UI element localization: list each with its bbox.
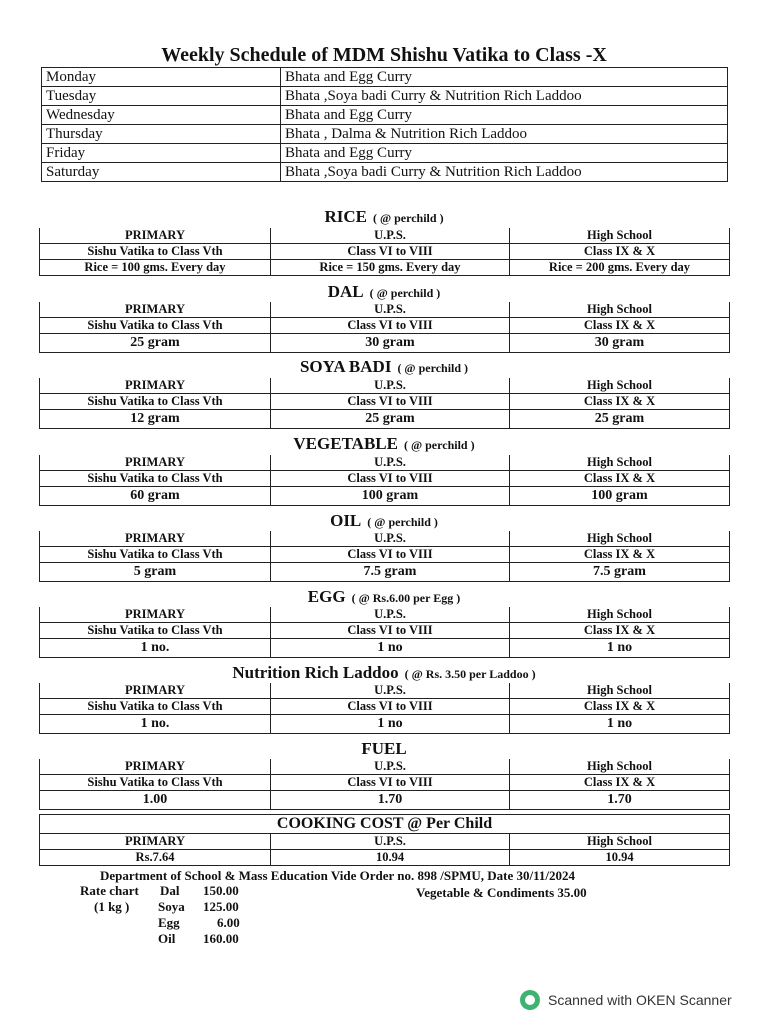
section-note: ( @ Rs. 3.50 per Laddoo ): [404, 667, 536, 681]
value-high-school: 25 gram: [510, 410, 730, 429]
value-high-school: 100 gram: [510, 487, 730, 506]
header-ups: U.P.S.: [271, 228, 510, 244]
section-note: ( @ perchild ): [403, 438, 475, 452]
value-primary: 5 gram: [40, 563, 271, 582]
header-high-school: High School: [510, 228, 730, 244]
class-ups: Class VI to VIII: [271, 775, 510, 791]
class-high-school: Class IX & X: [510, 775, 730, 791]
section-note: ( @ perchild ): [372, 211, 444, 225]
table-row: [40, 394, 730, 410]
class-primary: Sishu Vatika to Class Vth: [40, 471, 271, 487]
table-row: [40, 228, 730, 244]
table-row: [40, 815, 730, 834]
table-row: [42, 68, 728, 87]
section-title: VEGETABLE: [293, 434, 398, 453]
value-ups: 7.5 gram: [271, 563, 510, 582]
menu-cell: Bhata ,Soya badi Curry & Nutrition Rich Laddoo: [281, 87, 728, 106]
vegetable-condiments-rate: Vegetable & Condiments 35.00: [416, 885, 587, 900]
day-cell: Tuesday: [42, 87, 281, 106]
value-ups: 1 no: [271, 639, 510, 658]
class-ups: Class VI to VIII: [271, 471, 510, 487]
table-row: [42, 125, 728, 144]
scanner-text: Scanned with OKEN Scanner: [548, 992, 732, 1008]
menu-cell: Bhata and Egg Curry: [281, 106, 728, 125]
section-title: OIL: [330, 511, 362, 530]
class-high-school: Class IX & X: [510, 394, 730, 410]
table-row: [40, 410, 730, 429]
header-primary: PRIMARY: [40, 455, 271, 471]
menu-cell: Bhata , Dalma & Nutrition Rich Laddoo: [281, 125, 728, 144]
value-ups: 100 gram: [271, 487, 510, 506]
header-primary: PRIMARY: [40, 683, 271, 699]
table-row: [40, 531, 730, 547]
table-row: [42, 163, 728, 182]
class-ups: Class VI to VIII: [271, 318, 510, 334]
section-title: Nutrition Rich Laddoo: [232, 663, 399, 682]
table-row: [40, 607, 730, 623]
table-row: [40, 699, 730, 715]
value-primary: 25 gram: [40, 334, 271, 353]
soya-badi-table: [39, 378, 730, 429]
value-primary: 1 no.: [40, 715, 271, 734]
header-high-school: High School: [510, 607, 730, 623]
class-ups: Class VI to VIII: [271, 394, 510, 410]
rate-item-name: Oil: [158, 931, 176, 946]
weekly-schedule-table: [41, 67, 728, 182]
table-row: [40, 471, 730, 487]
dal-table: [39, 302, 730, 353]
header-ups: U.P.S.: [271, 834, 510, 850]
table-row: [40, 775, 730, 791]
class-primary: Sishu Vatika to Class Vth: [40, 623, 271, 639]
header-ups: U.P.S.: [271, 759, 510, 775]
class-high-school: Class IX & X: [510, 318, 730, 334]
table-row: [42, 87, 728, 106]
rate-item-price: 6.00: [217, 915, 240, 930]
table-row: [40, 834, 730, 850]
class-high-school: Class IX & X: [510, 547, 730, 563]
value-ups: 1 no: [271, 715, 510, 734]
section-note: ( @ perchild ): [369, 286, 441, 300]
table-row: [40, 302, 730, 318]
rate-item-name: Dal: [160, 883, 180, 898]
section-heading-soya-badi: [0, 357, 768, 377]
header-high-school: High School: [510, 378, 730, 394]
value-high-school: 10.94: [510, 850, 730, 866]
value-high-school: 7.5 gram: [510, 563, 730, 582]
value-primary: 1.00: [40, 791, 271, 810]
scanner-logo-icon: [520, 990, 540, 1010]
header-primary: PRIMARY: [40, 228, 271, 244]
page-title: Weekly Schedule of MDM Shishu Vatika to Class -X: [161, 44, 607, 66]
header-high-school: High School: [510, 531, 730, 547]
section-heading-laddoo: [0, 663, 768, 683]
table-row: [40, 639, 730, 658]
section-heading-vegetable: [0, 434, 768, 454]
class-ups: Class VI to VIII: [271, 547, 510, 563]
table-row: [40, 260, 730, 276]
value-primary: Rice = 100 gms. Every day: [40, 260, 271, 276]
header-high-school: High School: [510, 683, 730, 699]
value-ups: Rice = 150 gms. Every day: [271, 260, 510, 276]
scanner-watermark: [520, 990, 732, 1010]
section-heading-rice: [0, 207, 768, 227]
laddoo-table: [39, 683, 730, 734]
section-note: ( @ perchild ): [367, 515, 438, 529]
day-cell: Monday: [42, 68, 281, 87]
value-primary: 12 gram: [40, 410, 271, 429]
section-heading-fuel: [0, 739, 768, 759]
table-row: [40, 487, 730, 506]
header-ups: U.P.S.: [271, 683, 510, 699]
day-cell: Wednesday: [42, 106, 281, 125]
class-ups: Class VI to VIII: [271, 244, 510, 260]
header-ups: U.P.S.: [271, 607, 510, 623]
value-primary: 1 no.: [40, 639, 271, 658]
rate-chart-label: Rate chart: [80, 883, 139, 898]
cooking-cost-title: COOKING COST @ Per Child: [40, 815, 730, 834]
header-primary: PRIMARY: [40, 834, 271, 850]
class-high-school: Class IX & X: [510, 244, 730, 260]
value-high-school: 1 no: [510, 715, 730, 734]
table-row: [40, 563, 730, 582]
header-high-school: High School: [510, 302, 730, 318]
rice-table: [39, 228, 730, 276]
order-reference: Department of School & Mass Education Vide Order no. 898 /SPMU, Date 30/11/2024: [100, 868, 575, 883]
header-high-school: High School: [510, 455, 730, 471]
header-ups: U.P.S.: [271, 378, 510, 394]
section-note: ( @ Rs.6.00 per Egg ): [351, 591, 461, 605]
value-high-school: 30 gram: [510, 334, 730, 353]
rate-item-name: Soya: [158, 899, 185, 914]
menu-cell: Bhata and Egg Curry: [281, 144, 728, 163]
class-high-school: Class IX & X: [510, 623, 730, 639]
value-primary: Rs.7.64: [40, 850, 271, 866]
header-primary: PRIMARY: [40, 607, 271, 623]
section-heading-dal: [0, 282, 768, 302]
section-title: EGG: [307, 587, 346, 606]
section-title: RICE: [324, 207, 367, 226]
section-heading-oil: [0, 511, 768, 531]
vegetable-table: [39, 455, 730, 506]
table-row: [42, 144, 728, 163]
header-high-school: High School: [510, 834, 730, 850]
class-high-school: Class IX & X: [510, 699, 730, 715]
value-ups: 1.70: [271, 791, 510, 810]
value-ups: 25 gram: [271, 410, 510, 429]
value-ups: 30 gram: [271, 334, 510, 353]
menu-cell: Bhata and Egg Curry: [281, 68, 728, 87]
section-title: SOYA BADI: [299, 357, 392, 376]
table-row: [40, 759, 730, 775]
table-row: [40, 791, 730, 810]
rate-item-price: 150.00: [203, 883, 239, 898]
header-high-school: High School: [510, 759, 730, 775]
oil-table: [39, 531, 730, 582]
day-cell: Friday: [42, 144, 281, 163]
day-cell: Saturday: [42, 163, 281, 182]
table-row: [40, 318, 730, 334]
table-row: [40, 244, 730, 260]
header-primary: PRIMARY: [40, 302, 271, 318]
header-primary: PRIMARY: [40, 759, 271, 775]
value-ups: 10.94: [271, 850, 510, 866]
rate-item-price: 125.00: [203, 899, 239, 914]
value-high-school: Rice = 200 gms. Every day: [510, 260, 730, 276]
section-title: DAL: [327, 282, 364, 301]
fuel-table: [39, 759, 730, 810]
class-primary: Sishu Vatika to Class Vth: [40, 244, 271, 260]
section-note: ( @ perchild ): [397, 361, 469, 375]
class-primary: Sishu Vatika to Class Vth: [40, 547, 271, 563]
rate-item-name: Egg: [158, 915, 180, 930]
table-row: [42, 106, 728, 125]
header-primary: PRIMARY: [40, 531, 271, 547]
rate-chart-unit: (1 kg ): [94, 899, 130, 914]
class-ups: Class VI to VIII: [271, 699, 510, 715]
header-ups: U.P.S.: [271, 302, 510, 318]
table-row: [40, 334, 730, 353]
table-row: [40, 850, 730, 866]
class-ups: Class VI to VIII: [271, 623, 510, 639]
table-row: [40, 623, 730, 639]
class-primary: Sishu Vatika to Class Vth: [40, 394, 271, 410]
rate-item-price: 160.00: [203, 931, 239, 946]
value-high-school: 1.70: [510, 791, 730, 810]
table-row: [40, 715, 730, 734]
class-primary: Sishu Vatika to Class Vth: [40, 775, 271, 791]
cooking-cost-table: [39, 814, 730, 866]
header-ups: U.P.S.: [271, 531, 510, 547]
class-high-school: Class IX & X: [510, 471, 730, 487]
class-primary: Sishu Vatika to Class Vth: [40, 699, 271, 715]
value-high-school: 1 no: [510, 639, 730, 658]
table-row: [40, 547, 730, 563]
table-row: [40, 455, 730, 471]
header-ups: U.P.S.: [271, 455, 510, 471]
section-heading-egg: [0, 587, 768, 607]
section-title: FUEL: [361, 739, 407, 758]
day-cell: Thursday: [42, 125, 281, 144]
menu-cell: Bhata ,Soya badi Curry & Nutrition Rich Laddoo: [281, 163, 728, 182]
table-row: [40, 683, 730, 699]
class-primary: Sishu Vatika to Class Vth: [40, 318, 271, 334]
value-primary: 60 gram: [40, 487, 271, 506]
egg-table: [39, 607, 730, 658]
header-primary: PRIMARY: [40, 378, 271, 394]
table-row: [40, 378, 730, 394]
